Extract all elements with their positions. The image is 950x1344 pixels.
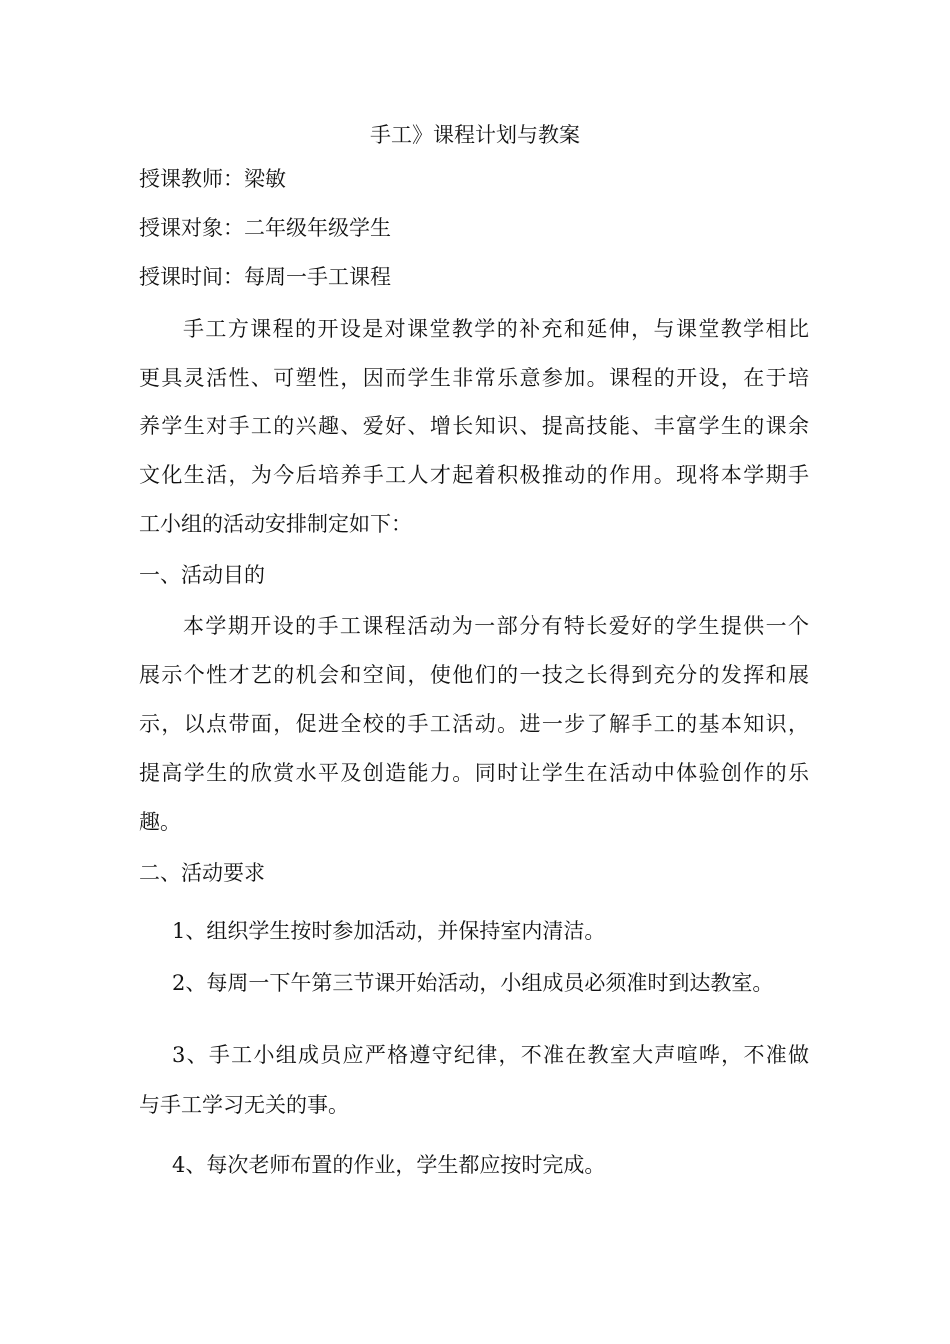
section1-line-3: 示，以点带面，促进全校的手工活动。进一步了解手工的基本知识，	[139, 712, 809, 736]
section1-heading: 一、活动目的	[139, 563, 265, 587]
intro-line-5: 工小组的活动安排制定如下：	[139, 512, 412, 536]
intro-line-3: 养学生对手工的兴趣、爱好、增长知识、提高技能、丰富学生的课余	[139, 414, 809, 438]
time-line: 授课时间：每周一手工课程	[139, 265, 391, 289]
document-title: 手工》课程计划与教案	[370, 123, 580, 147]
requirement-4: 4、每次老师布置的作业，学生都应按时完成。	[172, 1153, 606, 1177]
requirement-1: 1、组织学生按时参加活动，并保持室内清洁。	[172, 919, 606, 943]
requirement-3-line-1: 3、手工小组成员应严格遵守纪律，不准在教室大声喧哗，不准做	[172, 1043, 809, 1067]
intro-line-2: 更具灵活性、可塑性，因而学生非常乐意参加。课程的开设，在于培	[139, 366, 809, 390]
intro-line-1: 手工方课程的开设是对课堂教学的补充和延伸，与课堂教学相比	[183, 317, 809, 341]
section2-heading: 二、活动要求	[139, 861, 265, 885]
audience-line: 授课对象：二年级年级学生	[139, 216, 391, 240]
requirement-3-line-2: 与手工学习无关的事。	[139, 1093, 349, 1117]
intro-line-4: 文化生活，为今后培养手工人才起着积极推动的作用。现将本学期手	[139, 463, 809, 487]
section1-line-1: 本学期开设的手工课程活动为一部分有特长爱好的学生提供一个	[183, 614, 809, 638]
section1-line-2: 展示个性才艺的机会和空间，使他们的一技之长得到充分的发挥和展	[139, 663, 809, 687]
section1-line-4: 提高学生的欣赏水平及创造能力。同时让学生在活动中体验创作的乐	[139, 761, 809, 785]
teacher-line: 授课教师：梁敏	[139, 167, 286, 191]
section1-line-5: 趣。	[139, 810, 181, 834]
requirement-2: 2、每周一下午第三节课开始活动，小组成员必须准时到达教室。	[172, 971, 774, 995]
